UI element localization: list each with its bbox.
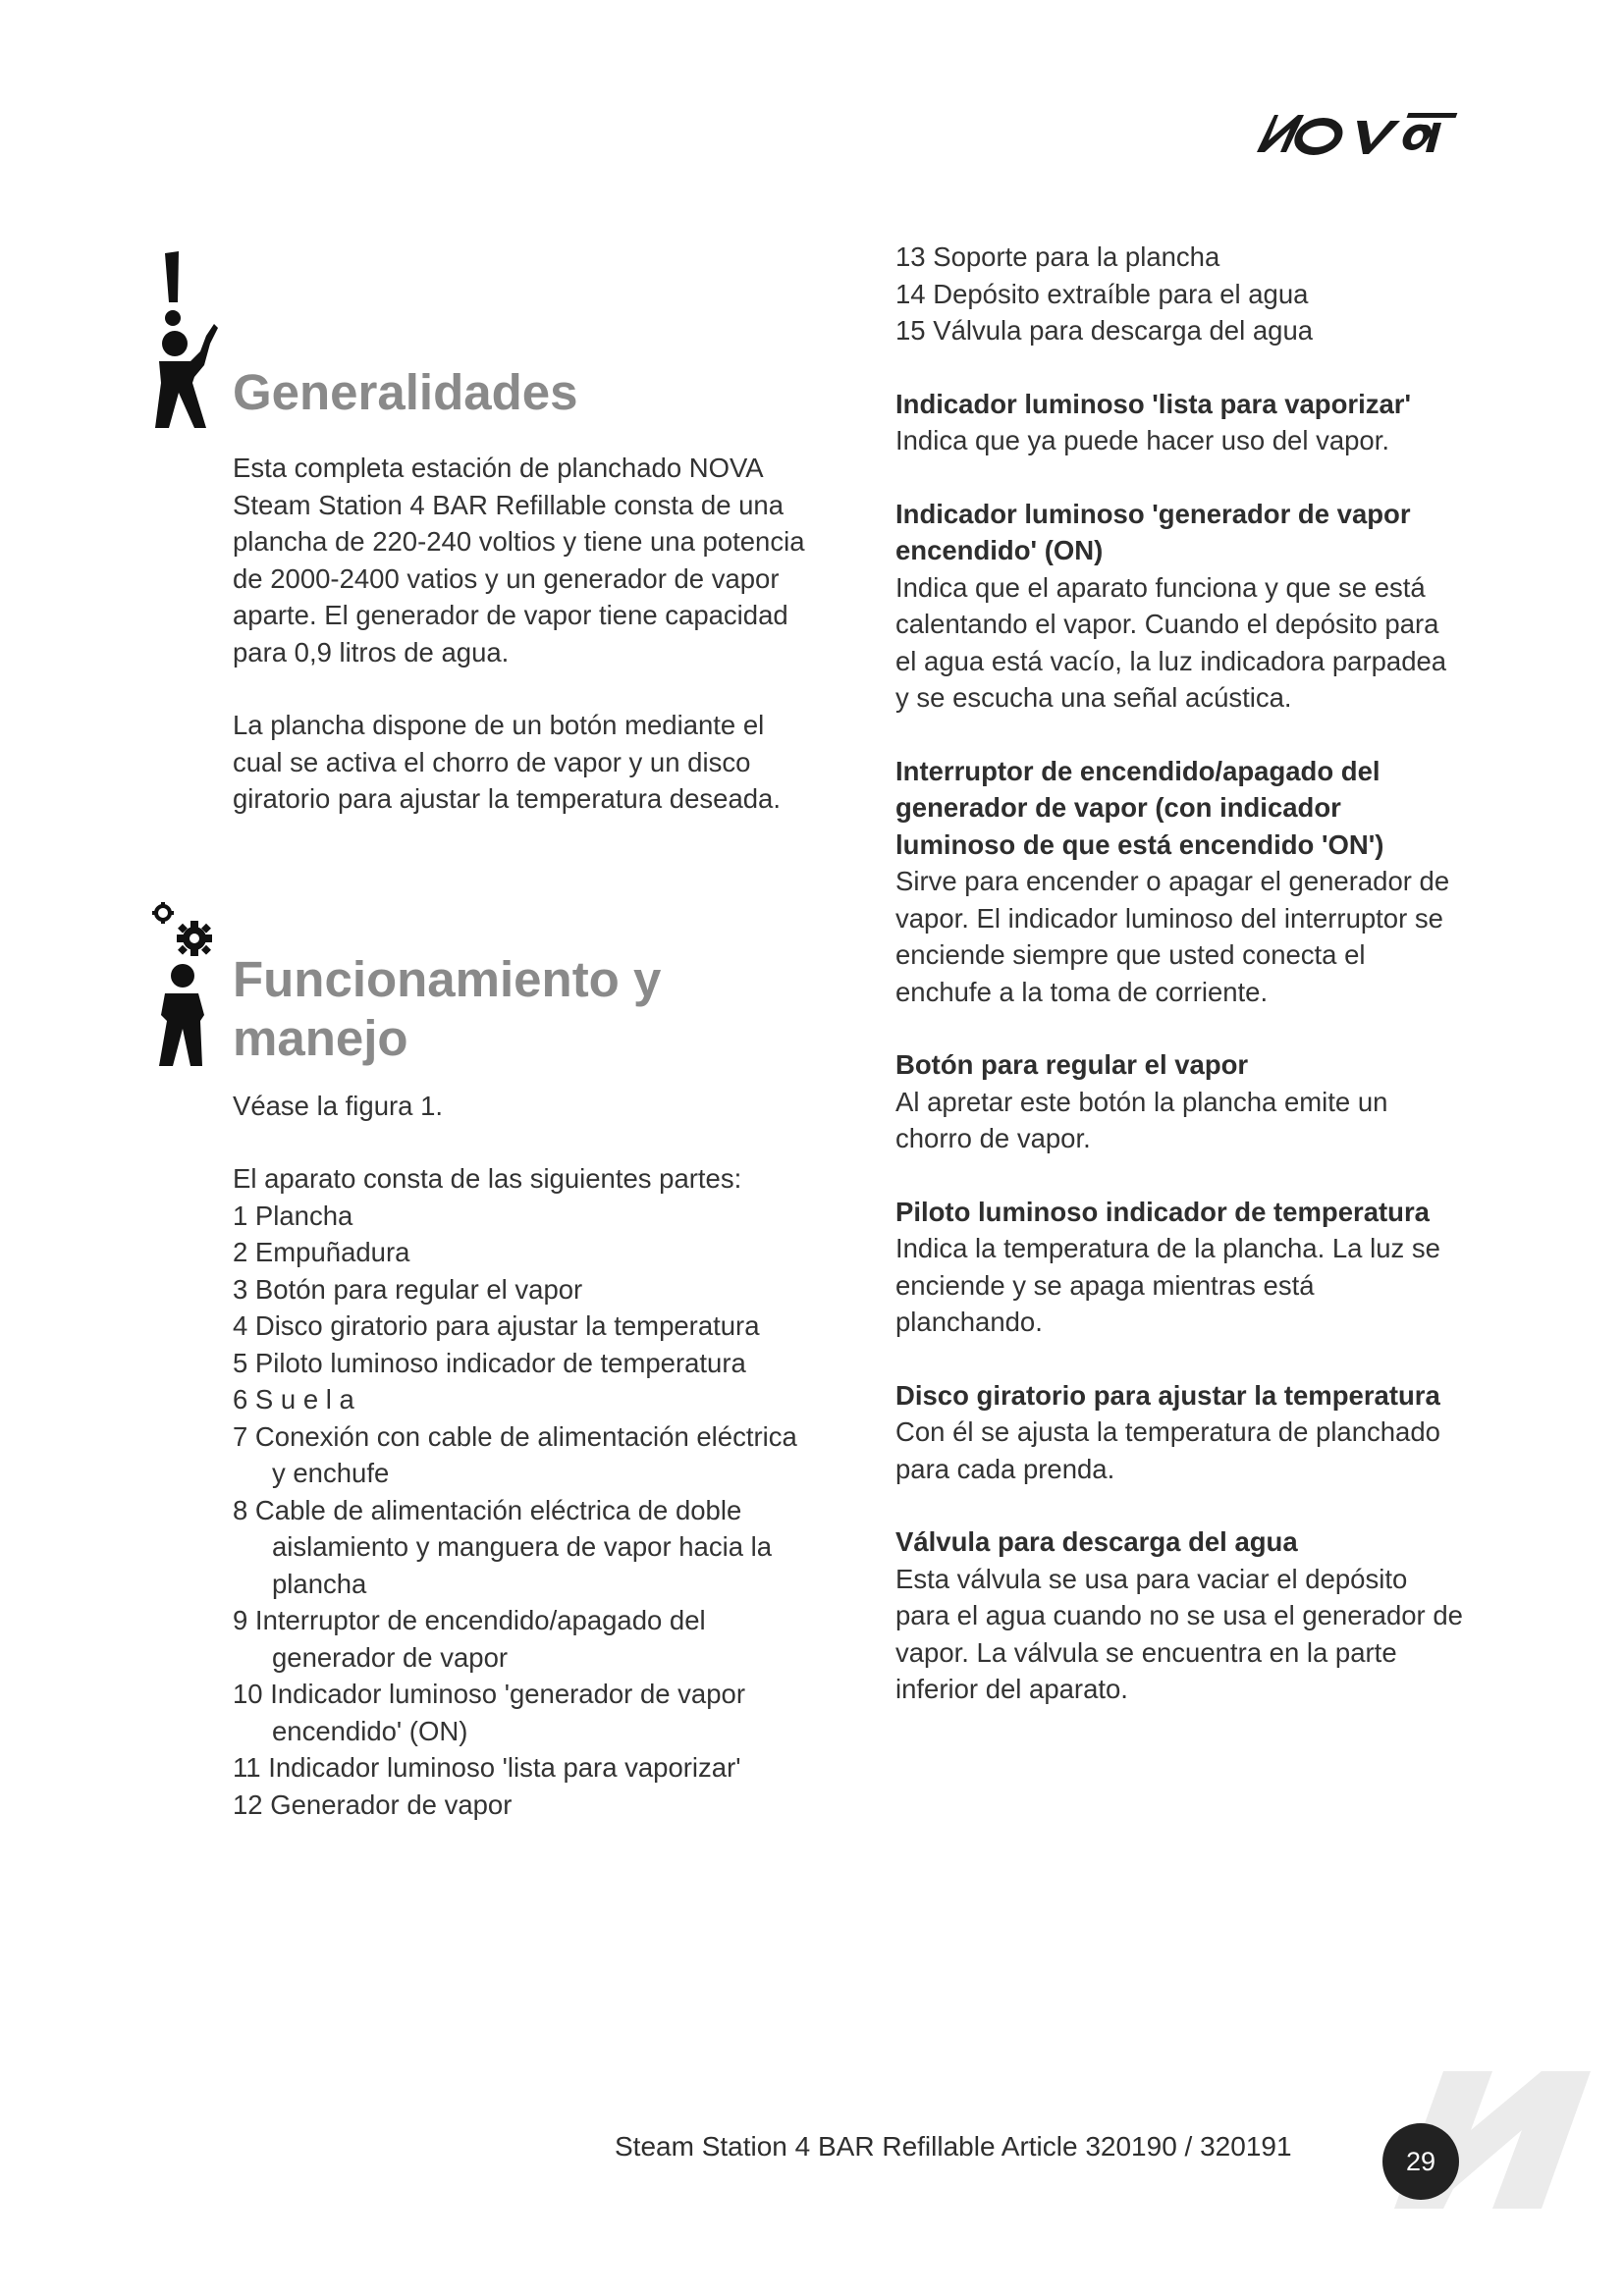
footer-text: Steam Station 4 BAR Refillable Article 320190 / 320191 xyxy=(615,2131,1292,2162)
list-item: 10 Indicador luminoso 'generador de vapor encendido' (ON) xyxy=(233,1679,745,1746)
list-item: 4 Disco giratorio para ajustar la temperatura xyxy=(233,1310,760,1341)
parts-list-continued xyxy=(895,239,1465,349)
section-heading-funcionamiento: Funcionamiento y manejo xyxy=(233,950,662,1066)
list-item: 9 Interruptor de encendido/apagado del generador de vapor xyxy=(233,1605,706,1673)
list-item: 14 Depósito extraíble para el agua xyxy=(895,278,1309,309)
generalidades-paragraph-1: Esta completa estación de planchado NOVA Steam Station 4 BAR Refillable consta de una plancha de 220-240 voltios y tiene una potencia de 2000-2400 vatios y un generador de vapor aparte. El generador de vapor tiene capacidad para 0,9 litros de agua. xyxy=(233,453,805,667)
item-title: Indicador luminoso 'generador de vapor encendido' (ON) xyxy=(895,498,1411,565)
item-title: Válvula para descarga del agua xyxy=(895,1526,1298,1557)
item-text: Indica la temperatura de la plancha. La luz se enciende y se apaga mientras está planchando. xyxy=(895,1233,1440,1337)
item-title: Disco giratorio para ajustar la temperatura xyxy=(895,1379,1440,1411)
parts-intro: El aparato consta de las siguientes partes: xyxy=(233,1163,742,1194)
gear-person-icon xyxy=(149,901,228,1068)
item-text: Sirve para encender o apagar el generador de vapor. El indicador luminoso del interruptor se enciende siempre que usted conecta el enchufe a la toma de corriente. xyxy=(895,866,1450,1007)
list-item: 2 Empuñadura xyxy=(233,1237,410,1267)
list-item: 5 Piloto luminoso indicador de temperatura xyxy=(233,1347,746,1378)
item-title: Piloto luminoso indicador de temperatura xyxy=(895,1196,1430,1227)
list-item: 13 Soporte para la plancha xyxy=(895,241,1220,272)
list-item: 7 Conexión con cable de alimentación eléctrica y enchufe xyxy=(233,1420,797,1488)
item-title: Indicador luminoso 'lista para vaporizar' xyxy=(895,388,1412,419)
list-item: 1 Plancha xyxy=(233,1200,353,1231)
item-text: Indica que el aparato funciona y que se está calentando el vapor. Cuando el depósito para el agua está vacío, la luz indicadora parpadea y se escucha una señal acústica. xyxy=(895,571,1447,713)
generalidades-paragraph-2: La plancha dispone de un botón mediante el cual se activa el chorro de vapor y un disco giratorio para ajustar la temperatura deseada. xyxy=(233,710,781,814)
list-item: 3 Botón para regular el vapor xyxy=(233,1273,583,1305)
section-heading-generalidades: Generalidades xyxy=(233,364,578,420)
list-item: 11 Indicador luminoso 'lista para vaporizar' xyxy=(233,1752,741,1783)
parts-list xyxy=(233,1198,812,1824)
item-text: Esta válvula se usa para vaciar el depósito para el agua cuando no se usa el generador de vapor. La válvula se encuentra en la parte inferior del aparato. xyxy=(895,1563,1463,1704)
warning-person-icon xyxy=(145,245,224,432)
left-column xyxy=(233,363,812,1823)
nova-logo xyxy=(1247,103,1463,162)
item-title: Interruptor de encendido/apagado del generador de vapor (con indicador luminoso de que está encendido 'ON') xyxy=(895,755,1384,860)
item-text: Al apretar este botón la plancha emite un chorro de vapor. xyxy=(895,1086,1388,1153)
list-item: 6 S u e l a xyxy=(233,1384,354,1415)
item-title: Botón para regular el vapor xyxy=(895,1049,1249,1080)
item-text: Indica que ya puede hacer uso del vapor. xyxy=(895,425,1390,455)
figure-reference: Véase la figura 1. xyxy=(233,1090,444,1121)
right-column xyxy=(895,239,1465,1708)
item-text: Con él se ajusta la temperatura de planchado para cada prenda. xyxy=(895,1416,1440,1484)
list-item: 8 Cable de alimentación eléctrica de doble aislamiento y manguera de vapor hacia la plancha xyxy=(233,1494,773,1599)
list-item: 12 Generador de vapor xyxy=(233,1789,513,1820)
list-item: 15 Válvula para descarga del agua xyxy=(895,315,1314,346)
page-number-badge: 29 xyxy=(1382,2123,1459,2200)
